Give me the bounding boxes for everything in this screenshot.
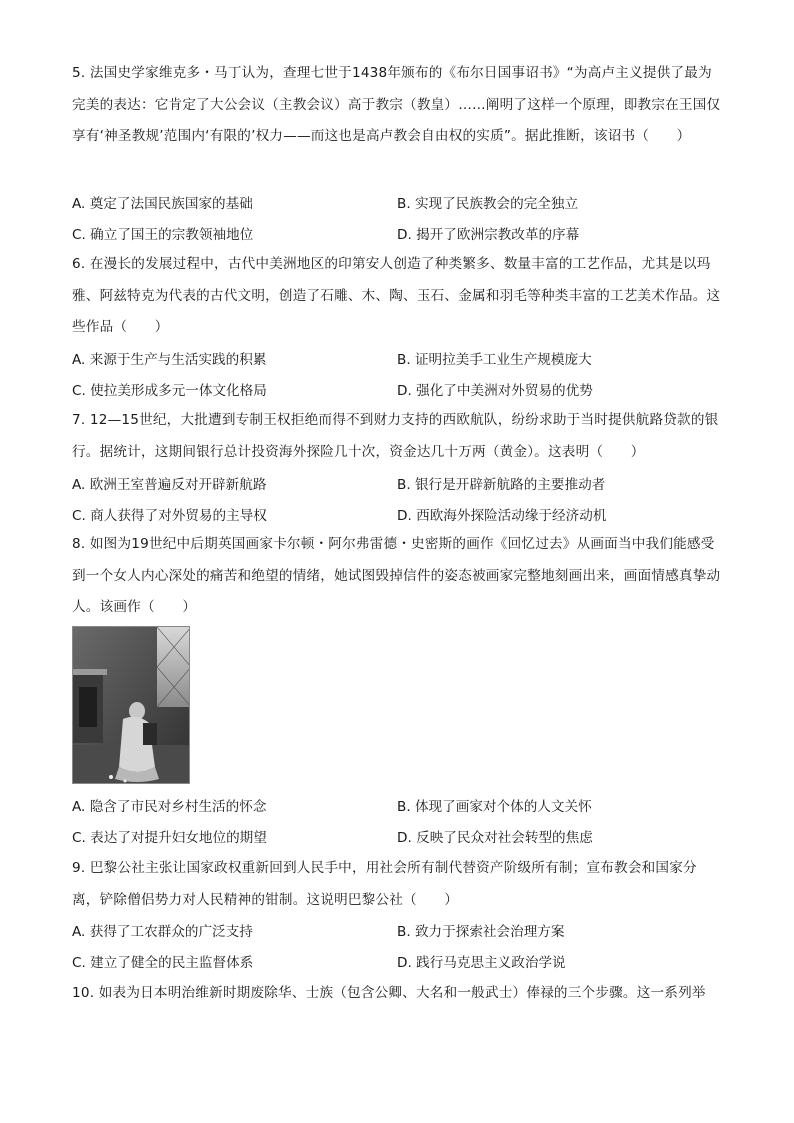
question-9-option-b[interactable]: B. 致力于探索社会治理方案 <box>397 923 565 940</box>
question-8-option-c[interactable]: C. 表达了对提升妇女地位的期望 <box>72 829 267 846</box>
question-6-options <box>72 342 722 404</box>
question-9-option-a[interactable]: A. 获得了工农群众的广泛支持 <box>72 923 253 940</box>
question-5-option-b[interactable]: B. 实现了民族教会的完全独立 <box>397 195 579 212</box>
question-5-options <box>72 186 722 248</box>
painting-image <box>72 626 190 784</box>
question-5-option-a[interactable]: A. 奠定了法国民族国家的基础 <box>72 195 253 212</box>
question-7-option-b[interactable]: B. 银行是开辟新航路的主要推动者 <box>397 476 606 493</box>
question-6-option-d[interactable]: D. 强化了中美洲对外贸易的优势 <box>397 382 593 399</box>
question-7-options <box>72 467 722 529</box>
question-7-option-a[interactable]: A. 欧洲王室普遍反对开辟新航路 <box>72 476 267 493</box>
question-9-stem: 9. 巴黎公社主张让国家政权重新回到人民手中，用社会所有制代替资产阶级所有制；宣布教会和国家分离，铲除僧侣势力对人民精神的钳制。这说明巴黎公社（ ） <box>72 860 697 908</box>
question-7-option-d[interactable]: D. 西欧海外探险活动缘于经济动机 <box>397 507 607 524</box>
question-6-stem: 6. 在漫长的发展过程中，古代中美洲地区的印第安人创造了种类繁多、数量丰富的工艺作品，尤其是以玛雅、阿兹特克为代表的古代文明，创造了石雕、木、陶、玉石、金属和羽毛等种类丰富的工艺美术作品。这些作品（ ） <box>72 256 721 335</box>
question-6-option-b[interactable]: B. 证明拉美手工业生产规模庞大 <box>397 351 592 368</box>
question-8-stem: 8. 如图为19世纪中后期英国画家卡尔顿・阿尔弗雷德・史密斯的画作《回忆过去》从画面当中我们能感受到一个女人内心深处的痛苦和绝望的情绪，她试图毁掉信件的姿态被画家完整地刻画出来，画面情感真挚动人。该画作（ ） <box>72 536 721 615</box>
question-8-option-b[interactable]: B. 体现了画家对个体的人文关怀 <box>397 798 592 815</box>
painting-illustration <box>73 627 190 784</box>
question-9-option-d[interactable]: D. 践行马克思主义政治学说 <box>397 954 566 971</box>
question-8-options <box>72 789 722 851</box>
question-7-stem: 7. 12—15世纪，大批遭到专制王权拒绝而得不到财力支持的西欧航队，纷纷求助于当时提供航路贷款的银行。据统计，这期间银行总计投资海外探险几十次，资金达几十万两（黄金）。这表明（ ） <box>72 412 719 460</box>
question-8-option-a[interactable]: A. 隐含了市民对乡村生活的怀念 <box>72 798 267 815</box>
question-7-option-c[interactable]: C. 商人获得了对外贸易的主导权 <box>72 507 267 524</box>
question-9-options <box>72 914 722 976</box>
question-10-stem: 10. 如表为日本明治维新时期废除华、士族（包含公卿、大名和一般武士）俸禄的三个步骤。这一系列举 <box>72 985 706 1001</box>
question-5-option-d[interactable]: D. 揭开了欧洲宗教改革的序幕 <box>397 226 580 243</box>
question-5-stem: 5. 法国史学家维克多・马丁认为，查理七世于1438年颁布的《布尔日国事诏书》“为高卢主义提供了最为完美的表达：它肯定了大公会议（主教会议）高于教宗（教皇）……阐明了这样一个原理，即教宗在王国仅享有‘神圣教规’范围内‘有限的’权力——而这也是高卢教会自由权的实质”。据此推断，该诏书（ ） <box>72 65 721 144</box>
question-8-option-d[interactable]: D. 反映了民众对社会转型的焦虑 <box>397 829 593 846</box>
question-6-option-a[interactable]: A. 来源于生产与生活实践的积累 <box>72 351 267 368</box>
question-5-option-c[interactable]: C. 确立了国王的宗教领袖地位 <box>72 226 254 243</box>
question-9-option-c[interactable]: C. 建立了健全的民主监督体系 <box>72 954 254 971</box>
question-6-option-c[interactable]: C. 使拉美形成多元一体文化格局 <box>72 382 267 399</box>
